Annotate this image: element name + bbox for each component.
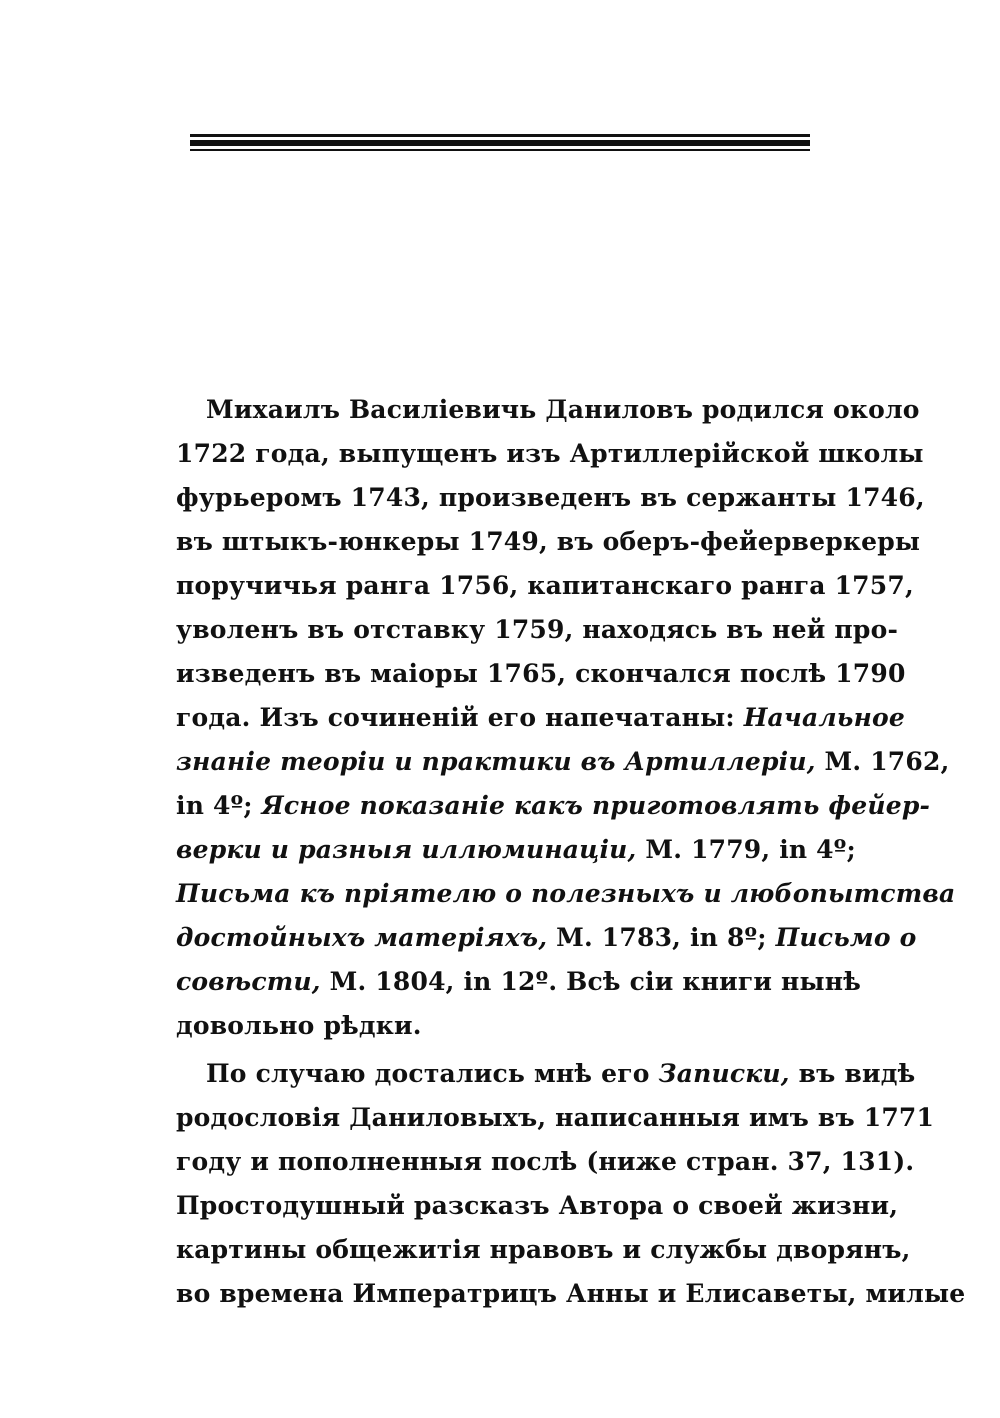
italic-title-text: Ясное показаніе какъ приготовлять фейер- xyxy=(261,791,931,820)
text-run: 1722 года, выпущенъ изъ Артиллерійской школы xyxy=(176,439,924,468)
paragraph-2 xyxy=(176,1052,966,1316)
italic-title-text: Письма къ пріятелю о полезныхъ и любопытства xyxy=(176,879,956,908)
italic-title-text: Письмо о xyxy=(775,923,917,952)
text-run: Михаилъ Василіевичь Даниловъ родился около xyxy=(206,395,920,424)
text-run: М. 1783, in 8º; xyxy=(547,923,776,952)
text-run: уволенъ въ отставку 1759, находясь въ ней про- xyxy=(176,615,899,644)
text-line xyxy=(176,388,920,432)
text-run: картины общежитія нравовъ и службы дворянъ, xyxy=(176,1235,911,1264)
text-run: въ видѣ xyxy=(789,1059,916,1088)
text-line xyxy=(176,1272,966,1316)
text-run: году и пополненныя послѣ (ниже стран. 37, 131). xyxy=(176,1147,915,1176)
text-line xyxy=(176,564,914,608)
text-run: фурьеромъ 1743, произведенъ въ сержанты 1746, xyxy=(176,483,925,512)
italic-title-text: знаніе теоріи и практики въ Артиллеріи, xyxy=(176,747,816,776)
text-run: М. 1779, in 4º; xyxy=(636,835,856,864)
header-rule-top-line xyxy=(190,134,810,137)
text-line xyxy=(176,784,931,828)
text-line xyxy=(176,696,905,740)
text-line xyxy=(176,1184,899,1228)
italic-title-text: совѣсти, xyxy=(176,967,321,996)
text-run: По случаю достались мнѣ его xyxy=(206,1059,659,1088)
text-run: довольно рѣдки. xyxy=(176,1011,422,1040)
text-line xyxy=(176,960,862,1004)
text-run: изведенъ въ маіоры 1765, скончался послѣ 1790 xyxy=(176,659,906,688)
text-line xyxy=(176,432,924,476)
text-run: Простодушный разсказъ Автора о своей жизни, xyxy=(176,1191,899,1220)
text-line xyxy=(176,1004,822,1048)
text-line xyxy=(176,476,925,520)
text-run: М. 1762, xyxy=(815,747,950,776)
text-run: in 4º; xyxy=(176,791,262,820)
header-rule xyxy=(190,134,810,152)
text-run: поручичья ранга 1756, капитанскаго ранга 1757, xyxy=(176,571,914,600)
text-line xyxy=(176,1052,916,1096)
italic-title-text: Начальное xyxy=(743,703,905,732)
text-line xyxy=(176,828,856,872)
paragraph-1 xyxy=(176,388,956,1048)
header-rule-bottom-line xyxy=(190,149,810,151)
text-line xyxy=(176,740,950,784)
text-run: въ штыкъ-юнкеры 1749, въ оберъ-фейерверкеры xyxy=(176,527,921,556)
text-line xyxy=(176,872,956,916)
text-line xyxy=(176,652,906,696)
text-run: года. Изъ сочиненій его напечатаны: xyxy=(176,703,744,732)
italic-title-text: Записки, xyxy=(658,1059,790,1088)
text-line xyxy=(176,1096,935,1140)
header-rule-thick-line xyxy=(190,140,810,146)
text-run: во времена Императрицъ Анны и Елисаветы, милые xyxy=(176,1279,966,1308)
italic-title-text: верки и разныя иллюминаціи, xyxy=(176,835,637,864)
italic-title-text: достойныхъ матеріяхъ, xyxy=(176,923,548,952)
text-line xyxy=(176,1140,915,1184)
text-line xyxy=(176,1228,911,1272)
text-line xyxy=(176,608,899,652)
text-line xyxy=(176,916,917,960)
text-line xyxy=(176,520,921,564)
text-run: родословія Даниловыхъ, написанныя имъ въ 1771 xyxy=(176,1103,935,1132)
body-text xyxy=(176,388,966,1316)
text-run: М. 1804, in 12º. Всѣ сіи книги нынѣ xyxy=(320,967,862,996)
